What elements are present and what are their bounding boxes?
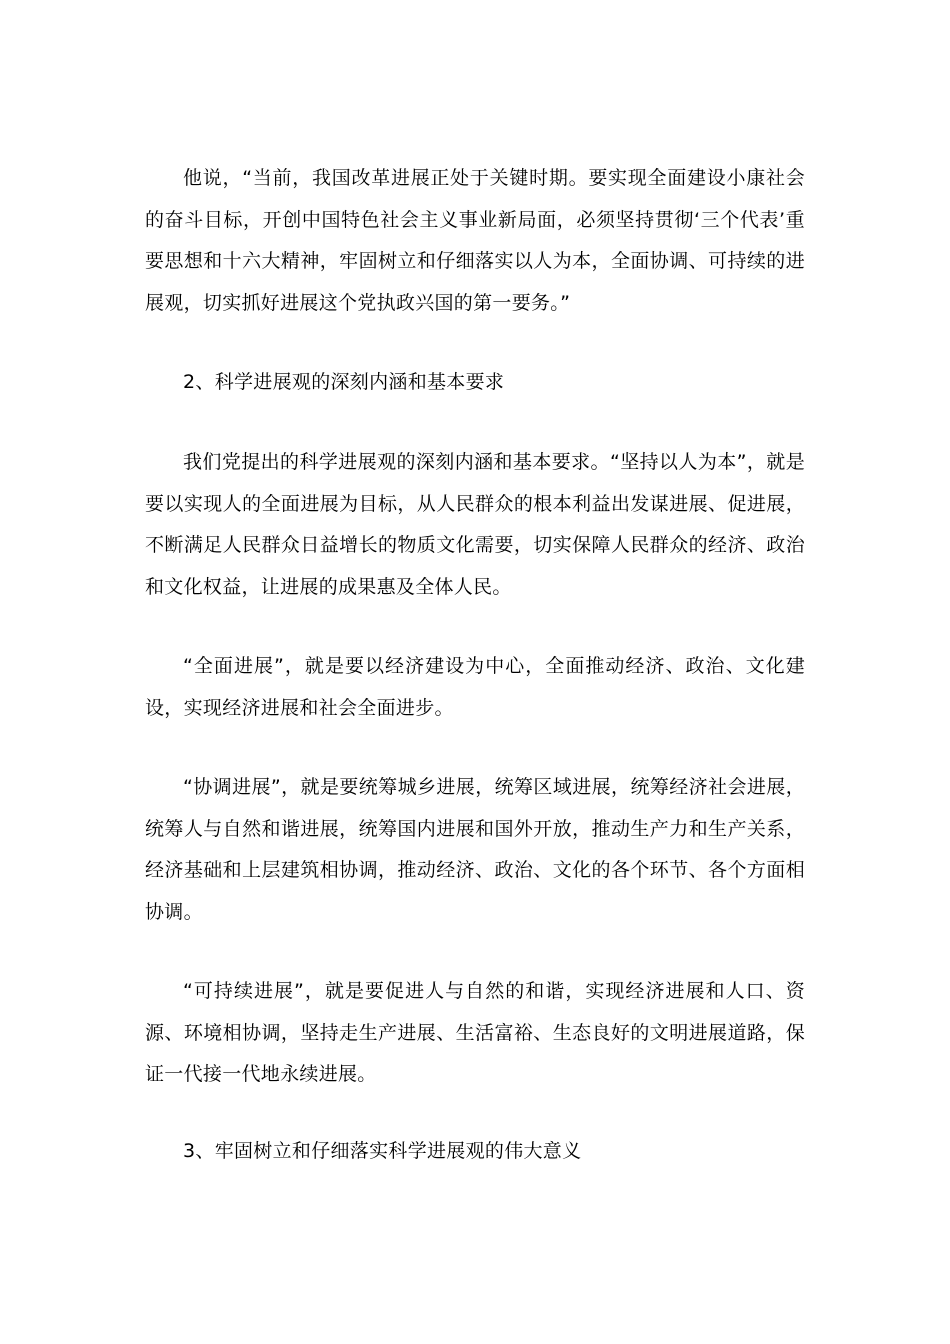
paragraph-speech-quote: 他说，“当前，我国改革进展正处于关键时期。要实现全面建设小康社会的奋斗目标，开创中国特色社会主义事业新局面，必须坚持贯彻‘三个代表’重要思想和十六大精神，牢固树立和仔细落实以人为本，全面协调、可持续的进展观，切实抓好进展这个党执政兴国的第一要务。” (145, 167, 805, 314)
section-heading-3: 3、牢固树立和仔细落实科学进展观的伟大意义 (183, 1140, 582, 1162)
section-heading-2: 2、科学进展观的深刻内涵和基本要求 (183, 371, 505, 393)
paragraph-comprehensive-development: “全面进展”，就是要以经济建设为中心，全面推动经济、政治、文化建设，实现经济进展和社会全面进步。 (145, 655, 805, 719)
paragraph-sustainable-development: “可持续进展”，就是要促进人与自然的和谐，实现经济进展和人口、资源、环境相协调，坚持走生产进展、生活富裕、生态良好的文明进展道路，保证一代接一代地永续进展。 (145, 980, 805, 1085)
paragraph-people-oriented: 我们党提出的科学进展观的深刻内涵和基本要求。“坚持以人为本”，就是要以实现人的全面进展为目标，从人民群众的根本利益出发谋进展、促进展，不断满足人民群众日益增长的物质文化需要，切实保障人民群众的经济、政治和文化权益，让进展的成果惠及全体人民。 (145, 451, 805, 598)
paragraph-coordinated-development: “协调进展”，就是要统筹城乡进展，统筹区域进展，统筹经济社会进展，统筹人与自然和谐进展，统筹国内进展和国外开放，推动生产力和生产关系，经济基础和上层建筑相协调，推动经济、政治、文化的各个环节、各个方面相协调。 (145, 776, 805, 923)
